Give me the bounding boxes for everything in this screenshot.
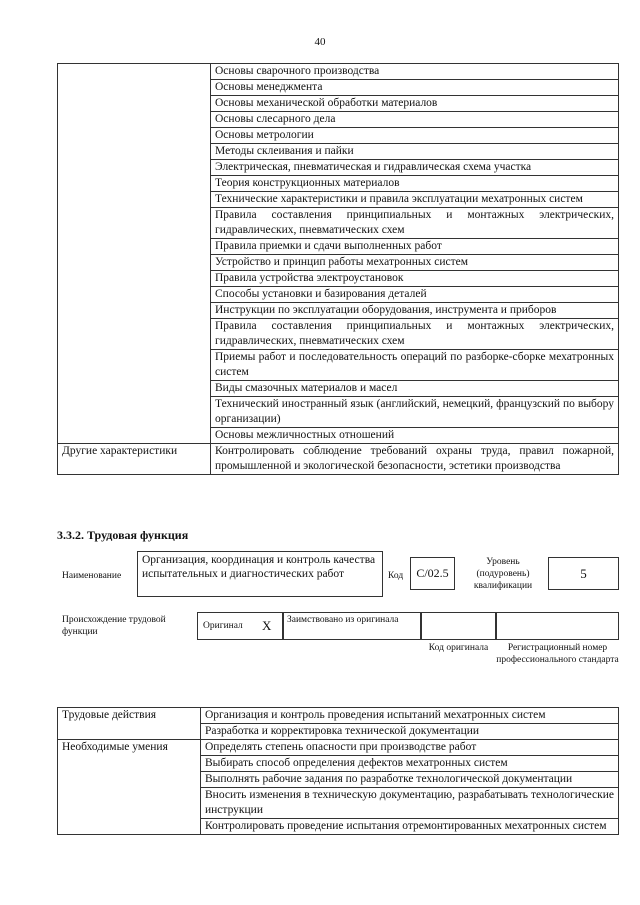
table-row <box>58 740 619 756</box>
skill-item: Определять степень опасности при производстве работ <box>201 740 619 756</box>
section-title: 3.3.2. Трудовая функция <box>57 528 189 542</box>
skill-item: Выбирать способ определения дефектов мехатронных систем <box>201 756 619 772</box>
skill-item: Вносить изменения в техническую документацию, разрабатывать технологические инструкции <box>201 788 619 819</box>
knowledge-item: Правила составления принципиальных и монтажных электрических, гидравлических, пневматических схем <box>211 319 619 350</box>
function-name-box: Организация, координация и контроль качества испытательных и диагностических работ <box>137 551 383 597</box>
skill-item: Контролировать проведение испытания отремонтированных мехатронных систем <box>201 819 619 835</box>
table-row <box>58 444 619 475</box>
knowledge-item: Правила составления принципиальных и монтажных электрических, гидравлических, пневматических схем <box>211 208 619 239</box>
labor-actions-label: Трудовые действия <box>58 708 201 740</box>
knowledge-item: Приемы работ и последовательность операций по разборке-сборке мехатронных систем <box>211 350 619 381</box>
code-label: Код <box>388 571 404 581</box>
reg-number-box <box>496 612 619 640</box>
original-label: Оригинал <box>203 621 243 631</box>
knowledge-item: Технические характеристики и правила эксплуатации мехатронных систем <box>211 192 619 208</box>
knowledge-item: Теория конструкционных материалов <box>211 176 619 192</box>
knowledge-item: Основы менеджмента <box>211 80 619 96</box>
knowledge-label-cell <box>58 64 211 444</box>
knowledge-table <box>57 63 619 475</box>
table-row <box>58 708 619 724</box>
level-label: Уровень (подуровень) квалификации <box>473 557 533 591</box>
labor-action-item: Организация и контроль проведения испытаний мехатронных систем <box>201 708 619 724</box>
knowledge-item: Основы слесарного дела <box>211 112 619 128</box>
knowledge-item: Правила приемки и сдачи выполненных работ <box>211 239 619 255</box>
knowledge-item: Способы установки и базирования деталей <box>211 287 619 303</box>
original-box <box>197 612 283 640</box>
knowledge-item: Основы метрологии <box>211 128 619 144</box>
knowledge-item: Основы механической обработки материалов <box>211 96 619 112</box>
page-number: 40 <box>314 36 326 48</box>
borrowed-box: Заимствовано из оригинала <box>283 612 421 640</box>
other-label: Другие характеристики <box>58 444 211 475</box>
table-row <box>58 64 619 80</box>
skills-label: Необходимые умения <box>58 740 201 835</box>
knowledge-item: Виды смазочных материалов и масел <box>211 381 619 397</box>
code-original-box <box>421 612 496 640</box>
knowledge-item: Технический иностранный язык (английский, немецкий, французский по выбору организации) <box>211 397 619 428</box>
knowledge-item: Основы межличностных отношений <box>211 428 619 444</box>
knowledge-item: Методы склеивания и пайки <box>211 144 619 160</box>
other-text: Контролировать соблюдение требований охраны труда, правил пожарной, промышленной и экологической безопасности, эстетики производства <box>211 444 619 475</box>
code-box: C/02.5 <box>410 557 455 590</box>
knowledge-item: Электрическая, пневматическая и гидравлическая схема участка <box>211 160 619 176</box>
skill-item: Выполнять рабочие задания по разработке технологической документации <box>201 772 619 788</box>
code-original-caption: Код оригинала <box>428 643 489 653</box>
knowledge-item: Инструкции по эксплуатации оборудования, инструмента и приборов <box>211 303 619 319</box>
knowledge-item: Основы сварочного производства <box>211 64 619 80</box>
name-label: Наименование <box>62 571 122 581</box>
origin-label: Происхождение трудовой функции <box>62 615 166 637</box>
reg-number-caption: Регистрационный номер профессионального стандарта <box>496 643 619 665</box>
original-mark: X <box>262 618 272 633</box>
function-details-table <box>57 707 619 835</box>
knowledge-item: Устройство и принцип работы мехатронных систем <box>211 255 619 271</box>
labor-action-item: Разработка и корректировка технической документации <box>201 724 619 740</box>
knowledge-item: Правила устройства электроустановок <box>211 271 619 287</box>
level-box: 5 <box>548 557 619 590</box>
